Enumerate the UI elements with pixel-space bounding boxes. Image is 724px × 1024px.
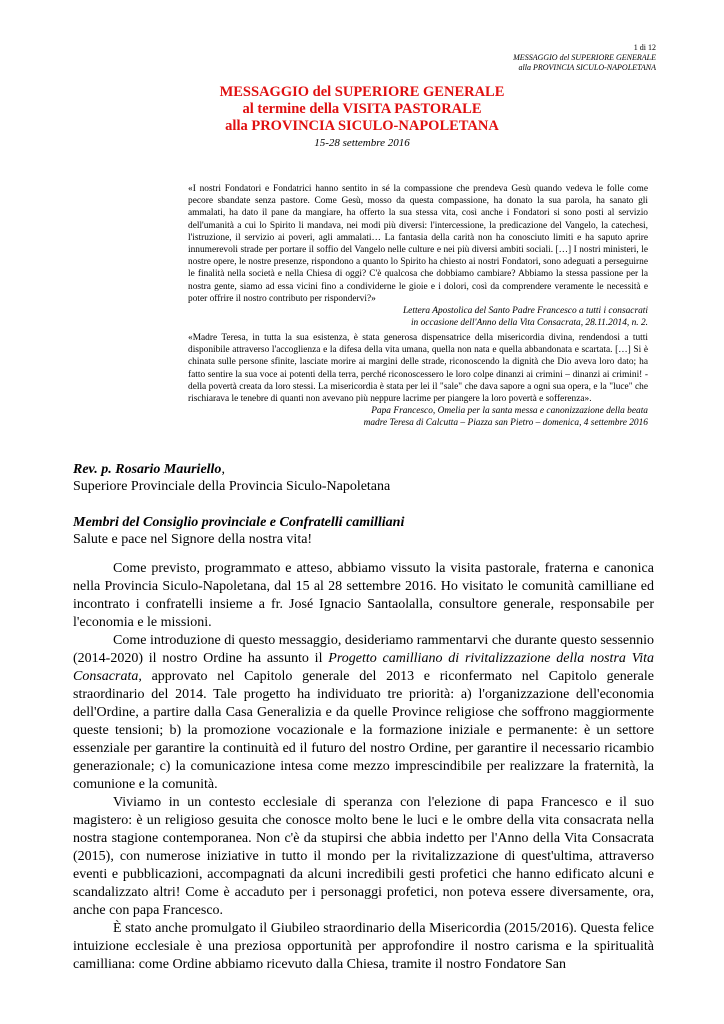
- title-line-2: al termine della VISITA PASTORALE: [242, 101, 482, 117]
- paragraph-2-part-c: , approvato nel Capitolo generale del 2013 e riconfermato nel Capitolo generale straordinario del 2014. Tale progetto ha individuato tre priorità: a) l'organizzazione dell'economia dell'Ordine, a partire dalla Casa Generalizia e da quelle Province religiose che soffrono maggiormente queste tensioni; b) la promozione vocazionale e la formazione iniziale e permanente: è un settore essenziale per garantire la continuità ed il futuro del nostro Ordine, per garantire il necessario ricambio generazionale; c) la comunicazione intesa come mezzo imprescindibile per realizzare la fraternità, la comunione e la comunità.: [73, 669, 654, 792]
- addressee-comma: ,: [221, 462, 225, 477]
- council-heading: Membri del Consiglio provinciale e Confratelli camilliani: [73, 515, 405, 530]
- addressee-role: Superiore Provinciale della Provincia Siculo-Napoletana: [73, 479, 391, 494]
- document-title: [0, 84, 724, 135]
- quote-text: «I nostri Fondatori e Fondatrici hanno sentito in sé la compassione che prendeva Gesù quando vedeva le folle come pecore sbandate senza pastore. Come Gesù, mosso da questa compassione, ha donato la sua parola, ha sanato gli ammalati, ha dato il pane da mangiare, ha offerto la sua stessa vita, così anche i Fondatori si sono posti al servizio dell'umanità a cui lo Spirito li mandava, nei modi più diversi: l'intercessione, la predicazione del Vangelo, la catechesi, l'istruzione, il servizio ai poveri, agli ammalati… La fantasia della carità non ha conosciuto limiti e ha saputo aprire innumerevoli strade per portare il soffio del Vangelo nelle culture e nei più diversi ambiti sociali. […] I nostri ministeri, le nostre opere, le nostre presenze, rispondono a quanto lo Spirito ha chiesto ai nostri Fondatori, sono adeguati a perseguirne le finalità nella società e nella Chiesa di oggi? C'è qualcosa che dobbiamo cambiare? Abbiamo la stessa passione per la nostra gente, siamo ad essa vicini fino a condividerne le gioie e i dolori, così da comprendere veramente le necessità e poter offrire il nostro contributo per rispondervi?»: [188, 184, 648, 304]
- paragraph-4: È stato anche promulgato il Giubileo straordinario della Misericordia (2015/2016). Questa felice intuizione ecclesiale è una preziosa opportunità per approfondire il nostro carisma e la spiritualità camilliana: come Ordine abbiamo ricevuto dalla Chiesa, tramite il nostro Fondatore San: [73, 921, 654, 972]
- title-line-1: MESSAGGIO del SUPERIORE GENERALE: [219, 84, 505, 100]
- greeting: Salute e pace nel Signore della nostra vita!: [73, 532, 313, 547]
- epigraph-quote-1: [188, 183, 648, 329]
- paragraph-1: Come previsto, programmato e atteso, abbiamo vissuto la visita pastorale, fraterna e canonica nella Provincia Siculo-Napoletana, dal 15 al 28 settembre 2016. Ho visitato le comunità camilliane ed incontrato i confratelli insieme a fr. José Ignacio Santaolalla, consultore generale, responsabile per l'economia e le missioni.: [73, 561, 654, 630]
- running-header: [513, 43, 656, 73]
- paragraph-2: [73, 632, 654, 794]
- title-line-3: alla PROVINCIA SICULO-NAPOLETANA: [225, 118, 499, 134]
- page-number: 1 di 12: [633, 43, 656, 52]
- quote-citation-line-2: madre Teresa di Calcutta – Piazza san Pietro – domenica, 4 settembre 2016: [363, 418, 648, 429]
- epigraph-quote-2: [188, 332, 648, 430]
- header-line-2: alla PROVINCIA SICULO-NAPOLETANA: [518, 63, 656, 72]
- body-text: [73, 560, 654, 974]
- addressee-name: Rev. p. Rosario Mauriello: [73, 462, 222, 477]
- paragraph-3: Viviamo in un contesto ecclesiale di speranza con l'elezione di papa Francesco e il suo magistero: è un religioso gesuita che conosce molto bene le luci e le ombre della vita consacrata nella nostra stagione contemporanea. Non c'è da stupirsi che abbia indetto per l'Anno della Vita Consacrata (2015), con numerose iniziative in tutto il mondo per la rivitalizzazione di quest'ultima, attraverso eventi e pubblicazioni, accompagnati da alcuni incredibili gesti profetici che hanno edificato alcuni e scandalizzato altri! Come è accaduto per i personaggi profetici, non poteva essere diversamente, ora, anche con papa Francesco.: [73, 795, 654, 918]
- document-dates: 15-28 settembre 2016: [314, 137, 410, 149]
- quote-citation-line-1: Papa Francesco, Omelia per la santa messa e canonizzazione della beata: [371, 406, 648, 417]
- header-line-1: MESSAGGIO del SUPERIORE GENERALE: [513, 53, 656, 62]
- council-block: [73, 514, 404, 548]
- project-title: Progetto camilliano di rivitalizzazione della nostra Vita Consacrata: [73, 651, 654, 684]
- addressee-block: [73, 461, 390, 495]
- quote-citation-line-1: Lettera Apostolica del Santo Padre Francesco a tutti i consacrati: [402, 306, 648, 317]
- quote-text: «Madre Teresa, in tutta la sua esistenza, è stata generosa dispensatrice della misericordia divina, rendendosi a tutti disponibile attraverso l'accoglienza e la difesa della vita umana, quella non nata e quella abbandonata e scartata. […] Si è chinata sulle persone sfinite, lasciate morire ai margini delle strade, riconoscendo la dignità che Dio aveva loro dato; ha fatto sentire la sua voce ai potenti della terra, perché riconoscessero le loro colpe dinanzi ai crimini – dinanzi ai crimini! - della povertà creata da loro stessi. La misericordia è stata per lei il "sale" che dava sapore a ogni sua opera, e la "luce" che rischiarava le tenebre di quanti non avevano più neppure lacrime per piangere la loro povertà e sofferenza».: [188, 333, 648, 405]
- paragraph-2-part-a: Come introduzione di questo messaggio, desideriamo rammentarvi che durante questo sessennio (2014-2020) il nostro Ordine ha assunto il: [73, 633, 654, 666]
- quote-citation-line-2: in occasione dell'Anno della Vita Consacrata, 28.11.2014, n. 2.: [410, 318, 648, 329]
